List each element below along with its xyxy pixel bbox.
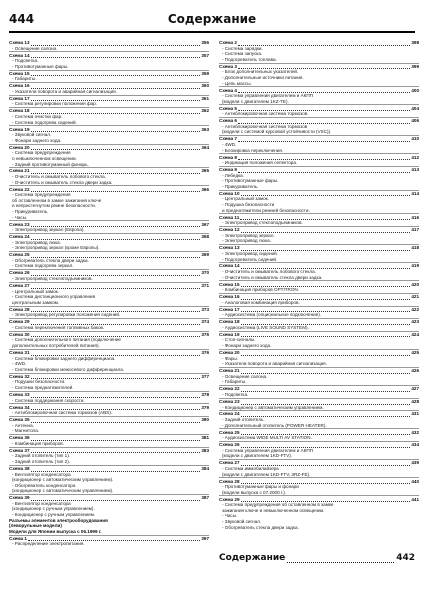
- section-page-number: 441: [411, 496, 419, 502]
- leader-dots: [238, 137, 410, 142]
- section-page-number: 418: [411, 245, 419, 251]
- toc-section-entry[interactable]: [9, 392, 209, 398]
- toc-item: - Вентилятор конденсатора: [12, 500, 71, 506]
- toc-item: (модели с двигателем 1KD-FTV, 3RZ-FE).: [222, 471, 311, 477]
- section-name: Схема 15: [219, 281, 240, 287]
- toc-section-entry[interactable]: [219, 442, 419, 448]
- section-page-number: 423: [411, 319, 419, 325]
- section-page-number: 387: [201, 495, 209, 501]
- toc-item: - Блок дополнительных указателей.: [222, 69, 299, 75]
- section-page-number: 399: [411, 63, 419, 69]
- section-name: Схема 23: [219, 398, 240, 404]
- leader-dots: [31, 350, 201, 355]
- toc-item: - Освещение салона.: [222, 373, 268, 379]
- toc-item: - Система поддержания скорости.: [12, 397, 85, 403]
- toc-column-left: [9, 40, 209, 547]
- toc-item: - Подогреватель топлива.: [222, 56, 277, 62]
- section-page-number: 398: [411, 40, 419, 45]
- section-name: Схема 12: [219, 227, 240, 233]
- section-name: Схема 39: [9, 495, 30, 501]
- section-name: Схема 13: [9, 40, 30, 45]
- toc-item: - Задний отопитель (тип 2).: [12, 458, 71, 464]
- section-page-number: 365: [201, 168, 209, 174]
- section-page-number: 414: [411, 190, 419, 196]
- toc-item: - Центральный замок.: [222, 196, 269, 202]
- section-name: Схема 27: [219, 460, 240, 466]
- toc-item: - Электропривод зеркал (кроме Европы).: [12, 245, 100, 251]
- section-name: Схема 16: [9, 83, 30, 89]
- section-page-number: 384: [201, 465, 209, 471]
- section-page-number: 417: [411, 227, 419, 233]
- toc-item: - 4WD.: [12, 361, 27, 367]
- toc-item: - Подушка безопасности: [222, 202, 275, 208]
- toc-section-entry[interactable]: [9, 40, 209, 46]
- toc-item: - Габариты.: [12, 76, 37, 82]
- section-name: Схема 14: [219, 263, 240, 269]
- toc-item: - Обогреватель стекла двери задка.: [222, 524, 299, 530]
- toc-footer: [219, 551, 415, 563]
- toc-item: - Комбинация приборов.: [12, 440, 65, 446]
- toc-item: - Антиблокировочная система тормозов: [222, 123, 308, 129]
- section-page-number: 373: [201, 306, 209, 312]
- toc-section-entry[interactable]: [219, 167, 419, 173]
- toc-item: - Система переключения топливных баков.: [12, 324, 105, 330]
- section-name: Схема 21: [219, 368, 240, 374]
- section-page-number: 361: [201, 95, 209, 101]
- toc-item: - Лебедка.: [222, 172, 244, 178]
- toc-item: - Магнитола.: [12, 428, 40, 434]
- toc-item: - Электропривод стеклоподъемников.: [222, 220, 303, 226]
- toc-item: - Кондиционер с автоматическим управлением.: [222, 404, 324, 410]
- section-name: Схема 19: [219, 331, 240, 337]
- section-name: Схема 35: [9, 417, 30, 423]
- toc-item: - Задний отопитель (тип 1).: [12, 453, 71, 459]
- footer-title: Содержание: [219, 553, 286, 563]
- toc-item: - Электропривод сидений.: [222, 250, 278, 256]
- section-name: Схема 2: [219, 40, 237, 45]
- leader-dots: [31, 417, 201, 422]
- page-number: 444: [9, 12, 35, 26]
- section-page-number: 359: [201, 70, 209, 76]
- section-page-number: 376: [201, 350, 209, 356]
- section-name: Модели для Японии выпуска с 06.1999 г.: [9, 528, 102, 534]
- toc-item: - Подушки безопасности.: [12, 379, 66, 385]
- toc-item: (модели с двигателем 1KZ-TE).: [222, 98, 289, 104]
- section-name: Схема 29: [219, 496, 240, 502]
- section-name: Схема 25: [9, 252, 30, 258]
- toc-item: - Противотуманные фары.: [12, 63, 69, 69]
- toc-item: - Фонари заднего хода.: [12, 137, 62, 143]
- section-page-number: 410: [411, 136, 419, 142]
- toc-item: - Система зарядки.: [222, 45, 263, 51]
- toc-item: - Система дистанционного управления: [12, 294, 96, 300]
- section-page-number: 432: [411, 429, 419, 435]
- section-page-number: 371: [201, 283, 209, 288]
- leader-dots: [31, 53, 201, 58]
- toc-item: - Очиститель и омыватель стекла двери задка.: [222, 274, 323, 280]
- section-name: Схема 28: [9, 306, 30, 312]
- toc-section-entry[interactable]: [9, 53, 209, 59]
- section-name: Схема 13: [219, 245, 240, 251]
- toc-item: - Противотуманные фары и фонари: [222, 484, 299, 490]
- section-name: Схема 32: [9, 373, 30, 379]
- toc-section-entry[interactable]: [9, 71, 209, 77]
- toc-section-entry[interactable]: [219, 294, 419, 300]
- toc-section-entry[interactable]: [219, 386, 419, 392]
- section-name: Схема 26: [219, 442, 240, 448]
- toc-item: - Дополнительный отопитель (POWER HEATER).: [222, 422, 327, 428]
- toc-item: зажигания ключе и невыключенном освещении.: [222, 507, 325, 513]
- header-rule: [9, 31, 415, 33]
- toc-item: - Кондиционер с ручным управлением.: [12, 512, 96, 518]
- section-name: Схема 22: [219, 386, 240, 392]
- section-page-number: 404: [411, 105, 419, 111]
- section-name: Схема 26: [9, 270, 30, 276]
- section-page-number: 364: [201, 144, 209, 150]
- leader-dots: [31, 40, 201, 45]
- toc-item: - Система иммобилайзера: [222, 465, 279, 471]
- leader-dots: [31, 283, 201, 288]
- section-page-number: 440: [411, 478, 419, 484]
- toc-item: - Электропривод люка.: [222, 238, 271, 244]
- toc-section-entry[interactable]: [9, 466, 209, 472]
- toc-item: (кондиционер с ручным управлением).: [12, 506, 95, 512]
- footer-page: 442: [396, 553, 415, 563]
- toc-item: - Антенна.: [12, 422, 34, 428]
- section-name: Схема 18: [9, 108, 30, 114]
- section-page-number: 356: [201, 40, 209, 45]
- toc-item: - Система управления двигателем и АКПП: [222, 93, 313, 99]
- section-page-number: 370: [201, 270, 209, 276]
- section-name: Схема 28: [219, 478, 240, 484]
- toc-item: и непристегнутом ремне безопасности.: [12, 203, 96, 209]
- toc-item: - Система управления двигателем и АКПП: [222, 447, 313, 453]
- toc-item: - Очиститель и омыватель лобового стекла.: [12, 174, 106, 180]
- toc-item: - Подогреватель сидений.: [222, 256, 278, 262]
- section-name: Схема 29: [9, 319, 30, 325]
- section-page-number: 362: [201, 108, 209, 114]
- toc-item: - Задний отопитель.: [222, 417, 265, 423]
- toc-item: - Распределение электропитания.: [12, 541, 85, 547]
- section-name: Схема 4: [219, 87, 237, 93]
- section-name: Схема 6: [219, 118, 237, 124]
- leader-dots: [241, 350, 411, 355]
- toc-item: - Система преднатяжителей.: [12, 384, 74, 390]
- leader-dots: [238, 40, 410, 45]
- leader-dots: [241, 412, 411, 417]
- toc-item: - Освещение салона.: [12, 45, 58, 51]
- toc-item: - Указатели поворота и аварийная сигнализация.: [12, 88, 117, 94]
- section-name: Схема 38: [9, 465, 30, 471]
- section-page-number: 425: [411, 350, 419, 356]
- toc-item: - Система регулировки положения фар.: [12, 101, 98, 107]
- section-name: Схема 7: [219, 136, 237, 142]
- toc-item: - Система предупреждения об оставленном в замке: [222, 502, 334, 508]
- toc-section-entry[interactable]: [219, 136, 419, 142]
- toc-item: - Обогреватель стекла двери задка.: [12, 257, 89, 263]
- toc-section-entry[interactable]: [9, 435, 209, 441]
- section-name: Схема 11: [219, 214, 240, 220]
- page-title: Содержание: [167, 12, 257, 26]
- section-page-number: 374: [201, 319, 209, 325]
- section-name: Схема 27: [9, 283, 30, 288]
- toc-item: - Система предупреждения: [12, 150, 71, 156]
- section-page-number: 397: [201, 535, 209, 541]
- toc-item: - Система блокировки межосевого дифференциала.: [12, 366, 125, 372]
- toc-item: - Часы.: [12, 214, 28, 220]
- section-name: Схема 9: [219, 167, 237, 173]
- section-page-number: 424: [411, 331, 419, 337]
- section-page-number: 380: [201, 417, 209, 423]
- section-page-number: 367: [201, 221, 209, 227]
- toc-item: - Центральный замок.: [12, 288, 59, 294]
- toc-item: - Антиблокировочная система тормозов.: [222, 111, 309, 117]
- section-page-number: 383: [201, 447, 209, 453]
- toc-item: - Система предупреждения: [12, 192, 71, 198]
- toc-item: - Система блокировки заднего дифференциала.: [12, 355, 116, 361]
- toc-item: - Аудиосистема (LIVE SOUND SYSTEM).: [222, 324, 309, 330]
- section-name: Схема 3: [219, 63, 237, 69]
- section-name: Схема 34: [9, 404, 30, 410]
- section-page-number: 431: [411, 411, 419, 417]
- section-name: Схема 15: [9, 70, 30, 76]
- toc-item: (модели с двигателем 1KD-FTV).: [222, 453, 293, 459]
- section-name: Схема 25: [219, 429, 240, 435]
- leader-dots: [241, 399, 411, 404]
- section-page-number: 422: [411, 306, 419, 312]
- toc-section-entry[interactable]: [219, 399, 419, 405]
- toc-item: - Индикация положения селектора.: [222, 160, 298, 166]
- section-name: Схема 10: [219, 190, 240, 196]
- section-name: Схема 8: [219, 154, 237, 160]
- toc-item: - Задний противотуманный фонарь.: [12, 161, 89, 167]
- section-name: Схема 37: [9, 447, 30, 453]
- toc-item: - Система запуска.: [222, 51, 263, 57]
- section-name: Схема 1: [9, 535, 27, 541]
- section-name: Схема 20: [9, 144, 30, 150]
- toc-section-entry[interactable]: [9, 234, 209, 240]
- section-name: Схема 24: [9, 234, 30, 240]
- toc-section-entry[interactable]: [219, 227, 419, 233]
- section-page-number: 368: [201, 234, 209, 240]
- section-name: Схема 33: [9, 391, 30, 397]
- toc-item: - Обогреватель конденсатора: [12, 482, 76, 488]
- section-name: Схема 24: [219, 411, 240, 417]
- toc-section-entry[interactable]: [9, 417, 209, 423]
- section-name: Схема 17: [9, 95, 30, 101]
- section-page-number: 434: [411, 442, 419, 448]
- toc-item: (модели выпуска с 07.2000 г.).: [222, 489, 287, 495]
- toc-item: - Часы.: [222, 513, 238, 519]
- section-name: Схема 36: [9, 435, 30, 441]
- section-name: Схема 30: [9, 331, 30, 337]
- toc-item: - Звуковой сигнал.: [222, 519, 262, 525]
- section-page-number: 375: [201, 331, 209, 337]
- toc-section-entry[interactable]: [9, 350, 209, 356]
- section-page-number: 406: [411, 118, 419, 124]
- section-page-number: 421: [411, 294, 419, 300]
- leader-dots: [31, 71, 201, 76]
- section-page-number: 377: [201, 373, 209, 379]
- leader-dots: [31, 392, 201, 397]
- toc-item: - Подсветка.: [12, 58, 39, 64]
- toc-item: - Комбинация приборов OPTITRON.: [222, 287, 300, 293]
- toc-item: - Блокировка переключения.: [222, 147, 284, 153]
- toc-item: - Подсветка.: [222, 391, 249, 397]
- section-page-number: 427: [411, 386, 419, 392]
- toc-item: центральным замком.: [12, 299, 60, 305]
- toc-item: и преднатяжители ремней безопасности.: [222, 207, 310, 213]
- toc-section-entry[interactable]: [219, 350, 419, 356]
- section-page-number: 381: [201, 435, 209, 441]
- toc-item: - Электропривод регулировки положения сидений.: [12, 312, 121, 318]
- section-page-number: 378: [201, 391, 209, 397]
- leader-dots: [31, 235, 201, 240]
- section-name: Схема 17: [219, 306, 240, 312]
- section-page-number: 439: [411, 460, 419, 466]
- section-page-number: 416: [411, 214, 419, 220]
- toc-item: - Прикуриватель.: [222, 183, 259, 189]
- toc-item: - Звуковой сигнал.: [12, 132, 52, 138]
- toc-item: - Дополнительные источники питания.: [222, 74, 304, 80]
- section-name: Схема 22: [9, 186, 30, 192]
- section-page-number: 420: [411, 281, 419, 287]
- toc-item: (кондиционер с автоматическим управлением).: [12, 488, 114, 494]
- leader-dots: [31, 466, 201, 471]
- toc-item: - Электропривод зеркал.: [222, 232, 275, 238]
- toc-item: - Аудиосистема WIDE MULTI AV STATION.: [222, 435, 312, 441]
- toc-item: - 4WD.: [222, 141, 237, 147]
- toc-item: - Система дополнительного питания (подключение: [12, 337, 121, 343]
- toc-item: - Антиблокировочная система тормозов (ABS).: [12, 410, 112, 416]
- toc-item: дополнительных потребителей питания).: [12, 343, 100, 349]
- toc-item: - Система очистки фар.: [12, 114, 63, 119]
- footer-leader-dots: [287, 554, 394, 563]
- toc-item: (модели с системой курсовой устойчивости (VSC)).: [222, 129, 332, 135]
- leader-dots: [31, 127, 201, 132]
- toc-item: - Габариты.: [222, 379, 247, 385]
- toc-heading: Разъемы элементов электрооборудования: [9, 517, 108, 523]
- toc-item: - Очиститель и омыватель стекла двери задка.: [12, 179, 113, 185]
- toc-item: - Стоп-сигналы.: [222, 337, 256, 343]
- section-page-number: 363: [201, 126, 209, 132]
- toc-heading: (леворульные модели): [9, 523, 62, 529]
- section-page-number: 379: [201, 404, 209, 410]
- section-name: Схема 16: [219, 294, 240, 300]
- toc-item: - Фонари заднего хода.: [222, 343, 272, 349]
- toc-item: - Противотуманные фары.: [222, 178, 279, 184]
- toc-section-entry[interactable]: [219, 118, 419, 124]
- section-page-number: 369: [201, 252, 209, 258]
- toc-item: (кондиционер с автоматическим управлением).: [12, 477, 114, 483]
- section-page-number: 360: [201, 83, 209, 89]
- section-page-number: 426: [411, 368, 419, 374]
- section-page-number: 366: [201, 186, 209, 192]
- section-name: Схема 23: [9, 221, 30, 227]
- toc-item: - Электропривод люка.: [12, 239, 61, 245]
- section-page-number: 428: [411, 398, 419, 404]
- section-page-number: 400: [411, 87, 419, 93]
- leader-dots: [238, 168, 410, 173]
- toc-item: - Указатели поворота и аварийная сигнализация.: [222, 361, 327, 367]
- toc-item: - Аудиосистема (опциональное подключение).: [222, 312, 322, 318]
- toc-item: - Прикуриватель.: [12, 209, 49, 214]
- section-name: Схема 31: [9, 350, 30, 356]
- toc-section-entry[interactable]: [219, 368, 419, 374]
- toc-item: об оставленном в замке зажигания ключе: [12, 197, 102, 203]
- toc-item: - Очиститель и омыватель лобового стекла.: [222, 269, 316, 275]
- toc-item: - Электропривод зеркал (Европа).: [12, 227, 85, 233]
- toc-item: - Фары.: [222, 355, 238, 361]
- toc-section-entry[interactable]: [219, 40, 419, 46]
- section-page-number: 419: [411, 263, 419, 269]
- toc-section-entry[interactable]: [9, 529, 209, 535]
- section-page-number: 357: [201, 52, 209, 58]
- toc-section-entry[interactable]: [9, 283, 209, 289]
- section-page-number: 413: [411, 167, 419, 173]
- toc-item: - Цепь массы.: [222, 80, 252, 86]
- toc-item: - Электропривод стеклоподъемников.: [12, 276, 93, 282]
- section-name: Схема 18: [219, 319, 240, 325]
- section-page-number: 412: [411, 154, 419, 160]
- leader-dots: [241, 332, 411, 337]
- section-name: Схема 20: [219, 350, 240, 356]
- toc-item: - Вентилятор конденсатора: [12, 471, 71, 477]
- section-name: Схема 19: [9, 126, 30, 132]
- leader-dots: [241, 387, 411, 392]
- toc-item: - Система подогрева сидений.: [12, 119, 77, 125]
- toc-item: - Аналоговая комбинация приборов.: [222, 299, 300, 305]
- leader-dots: [241, 228, 411, 233]
- toc-item: - Система подогрева зеркал.: [12, 263, 74, 269]
- section-name: Схема 14: [9, 52, 30, 58]
- toc-column-right: [219, 40, 419, 530]
- toc-item: о невыключенном освещении.: [12, 155, 77, 161]
- section-name: Схема 5: [219, 105, 237, 111]
- section-name: Схема 21: [9, 168, 30, 174]
